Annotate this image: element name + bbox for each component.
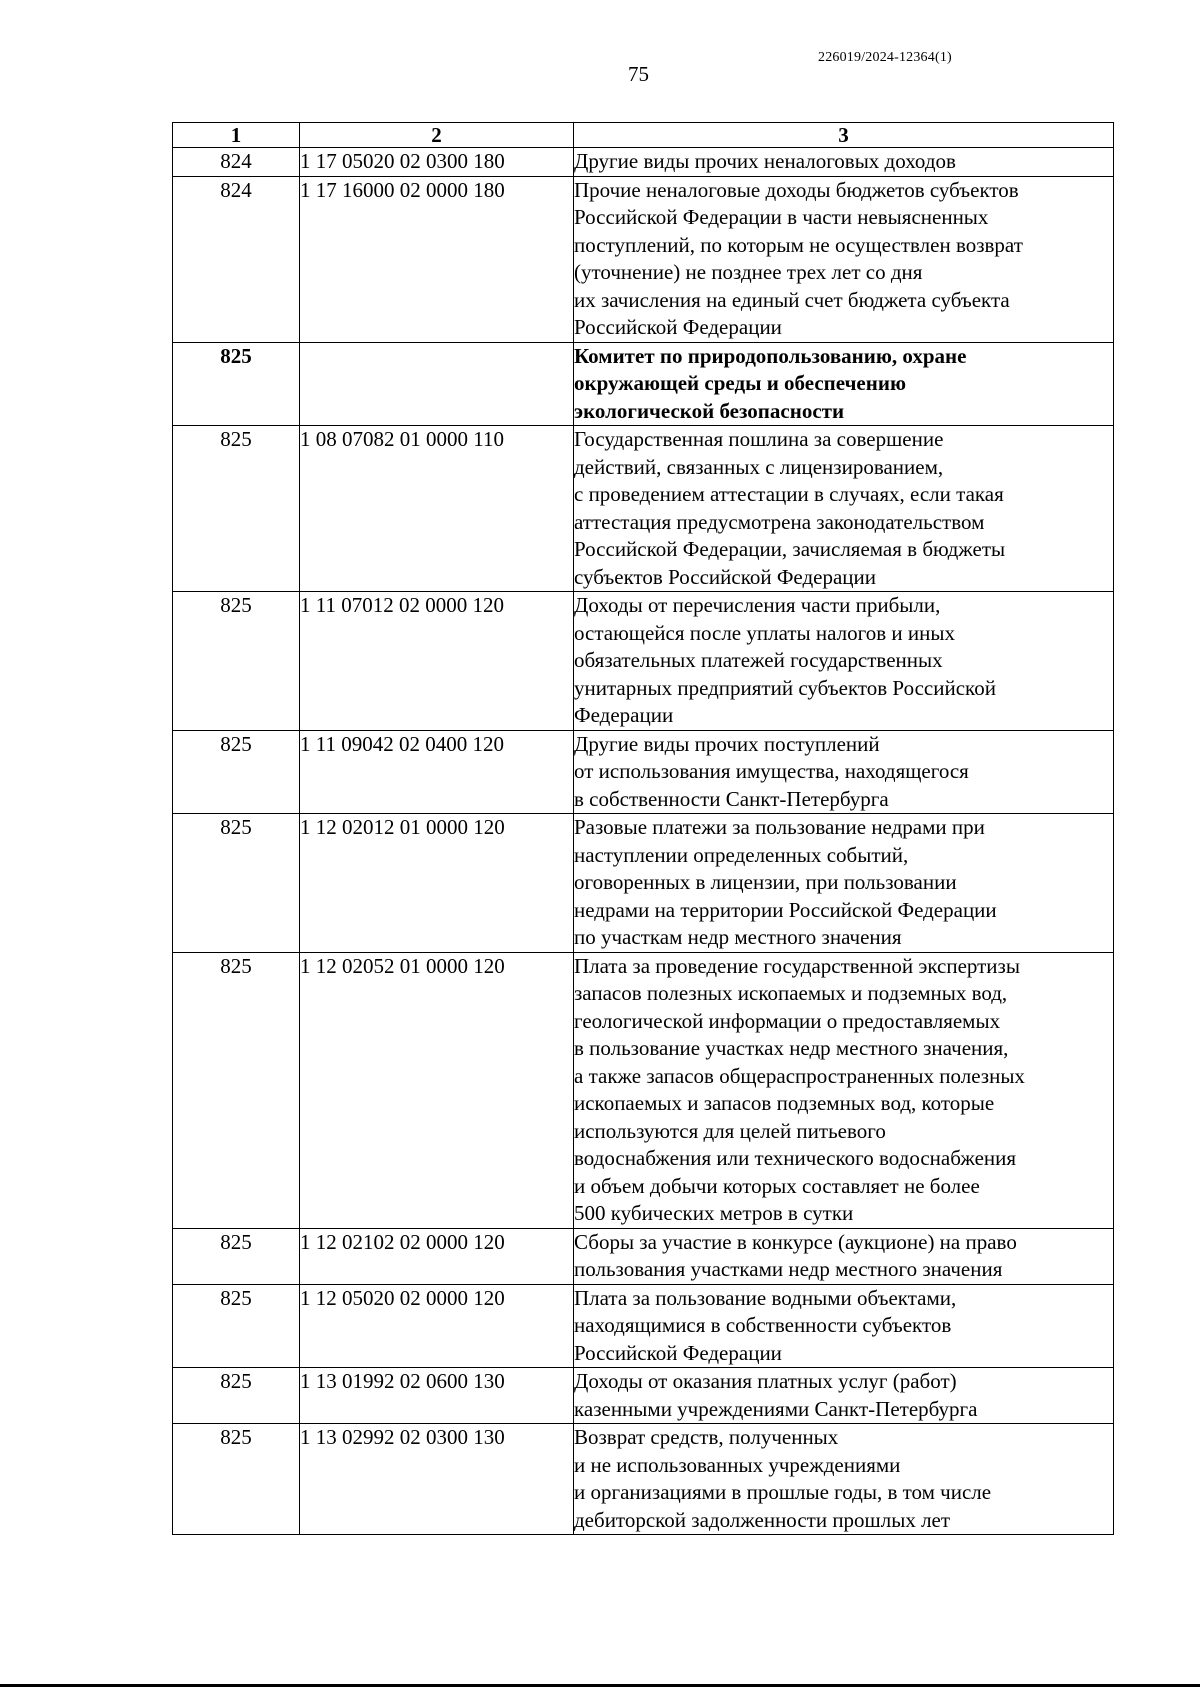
column-header-1: 1 [173, 123, 300, 148]
table-row [173, 148, 1114, 177]
admin-code-cell: 825 [173, 1368, 300, 1424]
table-row [173, 342, 1114, 426]
table-row [173, 1424, 1114, 1535]
admin-code-cell: 825 [173, 1228, 300, 1284]
budget-classification-code-cell: 1 11 07012 02 0000 120 [300, 592, 574, 731]
page-number: 75 [628, 62, 649, 86]
budget-classification-code-cell: 1 12 02052 01 0000 120 [300, 952, 574, 1228]
table-row [173, 426, 1114, 592]
table-header-row [173, 123, 1114, 148]
table-body [173, 148, 1114, 1535]
budget-classification-code-cell: 1 12 02012 01 0000 120 [300, 814, 574, 953]
admin-code-cell: 825 [173, 1424, 300, 1535]
revenue-description-cell: Возврат средств, полученных и не использованных учреждениями и организациями в прошлые годы, в том числе дебиторской задолженности прошлых лет [574, 1424, 1114, 1535]
revenue-description-cell: Разовые платежи за пользование недрами при наступлении определенных событий, оговоренных в лицензии, при пользовании недрами на территории Российской Федерации по участкам недр местного значения [574, 814, 1114, 953]
revenue-description-cell: Сборы за участие в конкурсе (аукционе) на право пользования участками недр местного значения [574, 1228, 1114, 1284]
document-registration-number: 226019/2024-12364(1) [818, 50, 952, 65]
revenue-codes-table [172, 122, 1114, 1535]
revenue-description-cell: Доходы от оказания платных услуг (работ) казенными учреждениями Санкт-Петербурга [574, 1368, 1114, 1424]
table-row [173, 730, 1114, 814]
table-row [173, 1284, 1114, 1368]
budget-classification-code-cell: 1 13 01992 02 0600 130 [300, 1368, 574, 1424]
admin-code-cell: 825 [173, 952, 300, 1228]
admin-code-cell: 825 [173, 426, 300, 592]
table-row [173, 814, 1114, 953]
revenue-description-cell: Доходы от перечисления части прибыли, остающейся после уплаты налогов и иных обязательных платежей государственных унитарных предприятий субъектов Российской Федерации [574, 592, 1114, 731]
revenue-description-cell: Государственная пошлина за совершение действий, связанных с лицензированием, с проведением аттестации в случаях, если такая аттестация предусмотрена законодательством Российской Федерации, зачисляемая в бюджеты субъектов Российской Федерации [574, 426, 1114, 592]
revenue-description-cell: Прочие неналоговые доходы бюджетов субъектов Российской Федерации в части невыясненных поступлений, по которым не осуществлен возврат (уточнение) не позднее трех лет со дня их зачисления на единый счет бюджета субъекта Российской Федерации [574, 176, 1114, 342]
table-row [173, 952, 1114, 1228]
revenue-description-cell: Другие виды прочих неналоговых доходов [574, 148, 1114, 177]
admin-code-cell: 825 [173, 592, 300, 731]
admin-code-cell: 825 [173, 730, 300, 814]
budget-classification-code-cell: 1 13 02992 02 0300 130 [300, 1424, 574, 1535]
revenue-description-cell: Плата за проведение государственной экспертизы запасов полезных ископаемых и подземных вод, геологической информации о предоставляемых в пользование участках недр местного значения, а также запасов общераспространенных полезных ископаемых и запасов подземных вод, которые используются для целей питьевого водоснабжения или технического водоснабжения и объем добычи которых составляет не более 500 кубических метров в сутки [574, 952, 1114, 1228]
budget-classification-code-cell: 1 12 05020 02 0000 120 [300, 1284, 574, 1368]
admin-code-cell: 825 [173, 1284, 300, 1368]
table-row [173, 1368, 1114, 1424]
revenue-description-cell: Другие виды прочих поступлений от использования имущества, находящегося в собственности Санкт-Петербурга [574, 730, 1114, 814]
budget-classification-code-cell: 1 08 07082 01 0000 110 [300, 426, 574, 592]
admin-code-cell: 824 [173, 176, 300, 342]
budget-classification-code-cell [300, 342, 574, 426]
table-row [173, 592, 1114, 731]
revenue-description-cell: Комитет по природопользованию, охране окружающей среды и обеспечению экологической безопасности [574, 342, 1114, 426]
budget-classification-code-cell: 1 17 05020 02 0300 180 [300, 148, 574, 177]
column-header-2: 2 [300, 123, 574, 148]
budget-classification-code-cell: 1 12 02102 02 0000 120 [300, 1228, 574, 1284]
column-header-3: 3 [574, 123, 1114, 148]
table-row [173, 176, 1114, 342]
budget-classification-code-cell: 1 17 16000 02 0000 180 [300, 176, 574, 342]
revenue-description-cell: Плата за пользование водными объектами, находящимися в собственности субъектов Российской Федерации [574, 1284, 1114, 1368]
admin-code-cell: 824 [173, 148, 300, 177]
admin-code-cell: 825 [173, 814, 300, 953]
budget-classification-code-cell: 1 11 09042 02 0400 120 [300, 730, 574, 814]
table-row [173, 1228, 1114, 1284]
admin-code-cell: 825 [173, 342, 300, 426]
